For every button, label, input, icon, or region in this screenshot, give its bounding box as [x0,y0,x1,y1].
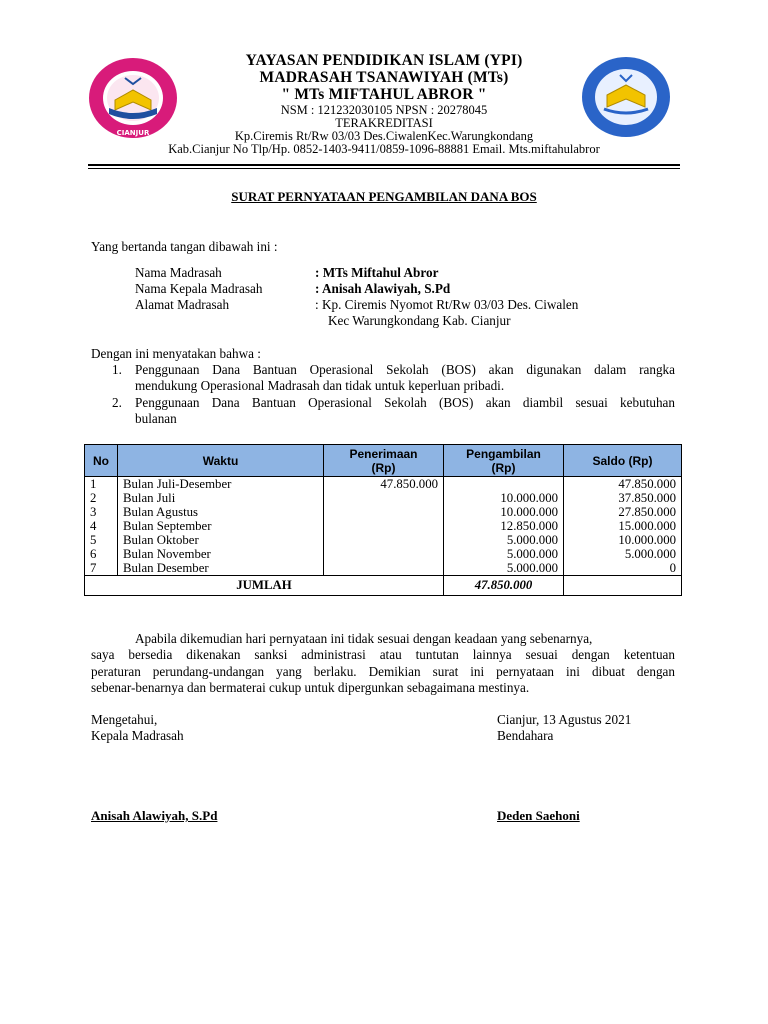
cell-penerimaan [324,505,444,519]
cell-no: 3 [85,505,118,519]
cell-waktu: Bulan September [118,519,324,533]
signature-left-role: Kepala Madrasah [91,728,184,743]
table-row [85,547,682,561]
signature-left-heading: Mengetahui, [91,712,158,727]
column-header-penerimaan [324,445,444,477]
column-header-pengambilan-line1: Pengambilan [466,446,541,461]
cell-saldo: 15.000.000 [564,519,682,533]
column-header-pengambilan [444,445,564,477]
statement-intro: Dengan ini menyatakan bahwa : [91,346,261,361]
point-1-text-line2: mendukung Operasional Madrasah dan tidak untuk keperluan pribadi. [135,378,505,393]
field-value-address: : Kp. Ciremis Nyomot Rt/Rw 03/03 Des. Ciwalen [315,297,579,312]
cell-pengambilan: 5.000.000 [444,533,564,547]
field-label-school-name: Nama Madrasah [135,265,222,280]
foundation-name: YAYASAN PENDIDIKAN ISLAM (YPI) [245,52,523,69]
cell-saldo: 5.000.000 [564,547,682,561]
cell-waktu: Bulan Juli [118,491,324,505]
field-value-school-name: : MTs Miftahul Abror [315,265,439,280]
cell-pengambilan: 5.000.000 [444,561,564,576]
school-registration-numbers: NSM : 121232030105 NPSN : 20278045 [280,103,488,117]
closing-line-1: Apabila dikemudian hari pernyataan ini tidak sesuai dengan keadaan yang sebenarnya, [135,631,593,646]
logo-left-bottom-text: CIANJUR [116,129,150,137]
signature-right-name: Deden Saehoni [497,808,580,823]
table-header-row [85,445,682,477]
closing-line-2: saya bersedia dikenakan sanksi administrasi atau tuntutan lainnya sesuai dengan ketentuan [91,647,675,662]
cell-waktu: Bulan Agustus [118,505,324,519]
cell-pengambilan: 10.000.000 [444,505,564,519]
table-row [85,477,682,492]
cell-waktu: Bulan Oktober [118,533,324,547]
cell-saldo: 27.850.000 [564,505,682,519]
table-row [85,561,682,576]
cell-pengambilan [444,477,564,492]
cell-saldo: 10.000.000 [564,533,682,547]
table-total-row [85,576,682,596]
field-value-headmaster: : Anisah Alawiyah, S.Pd [315,281,451,296]
point-1-text-line1: Penggunaan Dana Bantuan Operasional Sekolah (BOS) akan digunakan dalam rangka [135,362,675,377]
cell-no: 4 [85,519,118,533]
cell-no: 2 [85,491,118,505]
field-label-headmaster: Nama Kepala Madrasah [135,281,263,296]
closing-line-3: peraturan perundang-undangan yang berlaku. Demikian surat ini pernyataan ini dibuat dengan [91,664,675,679]
cell-pengambilan: 12.850.000 [444,519,564,533]
point-2-number: 2. [112,395,122,410]
column-header-penerimaan-line1: Penerimaan [349,446,418,461]
cell-waktu: Bulan Desember [118,561,324,576]
table-row [85,505,682,519]
column-header-saldo: Saldo (Rp) [564,445,682,477]
cell-saldo: 47.850.000 [564,477,682,492]
column-header-waktu: Waktu [118,445,324,477]
cell-penerimaan [324,533,444,547]
closing-line-4: sebenar-benarnya dan bermaterai cukup untuk dipergunkan sebagaimana mestinya. [91,680,530,695]
field-label-address: Alamat Madrasah [135,297,230,312]
cell-penerimaan [324,561,444,576]
total-value: 47.850.000 [444,576,564,596]
field-value-address-continued: Kec Warungkondang Kab. Cianjur [328,313,511,328]
point-2-text-line2: bulanan [135,411,177,426]
cell-no: 5 [85,533,118,547]
cell-waktu: Bulan November [118,547,324,561]
point-2-text-line1: Penggunaan Dana Bantuan Operasional Sekolah (BOS) akan diambil sesuai kebutuhan [135,395,675,410]
bos-fund-table [84,444,682,596]
table-row [85,519,682,533]
column-header-pengambilan-line2: (Rp) [491,460,516,475]
cell-penerimaan [324,547,444,561]
cell-pengambilan: 10.000.000 [444,491,564,505]
cell-saldo: 37.850.000 [564,491,682,505]
cell-penerimaan: 47.850.000 [324,477,444,492]
school-type: MADRASAH TSANAWIYAH (MTs) [259,69,509,86]
table-row [85,533,682,547]
document-title: SURAT PERNYATAAN PENGAMBILAN DANA BOS [231,189,537,204]
cell-no: 1 [85,477,118,492]
cell-saldo: 0 [564,561,682,576]
column-header-no: No [85,445,118,477]
total-label: JUMLAH [85,576,444,596]
cell-penerimaan [324,519,444,533]
school-contact-line: Kab.Cianjur No Tlp/Hp. 0852-1403-9411/0859-1096-88881 Email. Mts.miftahulabror [168,142,600,156]
school-name: " MTs MIFTAHUL ABROR " [281,86,487,103]
table-row [85,491,682,505]
cell-no: 7 [85,561,118,576]
signature-left-name: Anisah Alawiyah, S.Pd [91,808,218,823]
letterhead-divider [88,164,680,166]
point-1-number: 1. [112,362,122,377]
intro-text: Yang bertanda tangan dibawah ini : [91,239,278,254]
cell-penerimaan [324,491,444,505]
total-empty-cell [564,576,682,596]
letterhead-divider-thin [88,168,680,169]
signature-right-role: Bendahara [497,728,554,743]
column-header-penerimaan-line2: (Rp) [371,460,396,475]
cell-no: 6 [85,547,118,561]
cell-waktu: Bulan Juli-Desember [118,477,324,492]
accreditation-status: TERAKREDITASI [335,116,433,130]
cell-pengambilan: 5.000.000 [444,547,564,561]
school-address-line-1: Kp.Ciremis Rt/Rw 03/03 Des.CiwalenKec.Warungkondang [234,129,534,143]
signature-place-date: Cianjur, 13 Agustus 2021 [497,712,632,727]
